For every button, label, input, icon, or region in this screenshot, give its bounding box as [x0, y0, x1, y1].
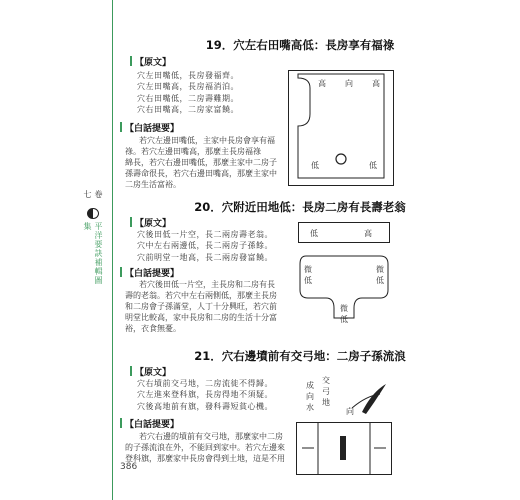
- para-line: 若穴後田低一片空，主長房和二房有長: [139, 280, 275, 289]
- label-low: 低: [310, 229, 318, 238]
- label-crossbow-land: 地: [322, 398, 330, 407]
- label-direction-water: 向: [306, 392, 314, 401]
- side-tab: [83, 190, 103, 290]
- label-crossbow-land: 弓: [322, 387, 330, 396]
- label-high: 高: [372, 79, 380, 88]
- poem-line: 穴左田嘴低，長房發福齊。: [137, 71, 239, 80]
- label-slightly-low: 低: [304, 276, 312, 285]
- vernacular-text: [125, 431, 305, 464]
- section-heading: 21．穴右邊墳前有交弓地：二房子孫流浪: [194, 349, 406, 363]
- label-low: 低: [311, 161, 319, 170]
- para-line: 壽的老翁。若穴中左右兩側低，那麼主長房: [125, 291, 277, 300]
- poem-line: 穴後高地前有旗，發科壽短貧心機。: [137, 401, 273, 411]
- para-line: 綿長，若穴右邊田嘴低，那麼主家中二房子: [125, 158, 277, 167]
- label-facing: 向: [345, 79, 353, 88]
- page-number: 386: [120, 462, 138, 472]
- label-direction-water: 成: [306, 381, 314, 390]
- label-slightly-low: 微: [304, 265, 312, 274]
- vernacular-label: 【白話提要】: [125, 417, 179, 430]
- diagram-crossbow-land: [296, 370, 392, 476]
- poem-line: 穴右墳前交弓地，二房流徙不得歸。: [137, 379, 273, 388]
- chapter-title: 平洋要訣補輯圖集: [83, 222, 103, 286]
- original-label: 【原文】: [135, 55, 171, 68]
- label-slightly-low: 微: [376, 265, 384, 274]
- section-heading: 19．穴左右田嘴高低：長房享有福祿: [205, 38, 395, 52]
- poem-line: 穴右田嘴高，二房家富饒。: [137, 105, 239, 115]
- poem-line: 穴右田嘴低，二房壽難期。: [137, 93, 239, 103]
- label-facing: 向: [346, 407, 354, 416]
- original-label: 【原文】: [135, 365, 171, 378]
- vernacular-label: 【白話提要】: [125, 121, 179, 134]
- para-line: 的子孫流浪在外，不能回到家中。若穴左邊來: [125, 443, 285, 452]
- para-line: 二房生活富裕。: [125, 180, 181, 189]
- label-direction-water: 水: [306, 403, 314, 412]
- para-line: 和二房會子孫滿堂，人丁十分興旺，若穴前: [125, 302, 277, 311]
- label-crossbow-land: 交: [322, 376, 330, 385]
- yin-yang-icon: [87, 208, 99, 219]
- poem-line: 穴左進來登科旗，長房得地不須疑。: [137, 390, 273, 400]
- section-heading: 20．穴附近田地低：長房二房有長壽老翁: [194, 200, 406, 214]
- para-line: 明堂比較高，家中長房和二房的生活十分富: [125, 313, 277, 322]
- para-line: 登科旗，那麼家中長房會得到土地，這是不用: [125, 454, 285, 463]
- original-text: [137, 229, 273, 263]
- label-high: 高: [364, 229, 372, 238]
- label-slightly-low: 低: [376, 276, 384, 285]
- label-slightly-low: 低: [340, 315, 348, 324]
- label-high: 高: [318, 79, 326, 88]
- original-label: 【原文】: [135, 216, 171, 229]
- para-line: 裕，衣食無憂。: [125, 324, 181, 333]
- diagram-field-grave: [288, 70, 394, 186]
- diagram-low-field: [298, 222, 390, 332]
- vernacular-text: [125, 135, 295, 190]
- vernacular-label: 【白話提要】: [125, 266, 179, 279]
- original-text: [137, 70, 239, 116]
- poem-line: 穴左田嘴高，長房福消泊。: [137, 82, 239, 92]
- poem-line: 穴後田低一片空，長二兩房壽老翁。: [137, 230, 273, 239]
- chapter-label: 卷七: [83, 190, 103, 198]
- original-text: [137, 378, 273, 412]
- para-line: 孫壽命很長，若穴右邊田嘴高，那麼主家中: [125, 169, 277, 178]
- label-low: 低: [369, 161, 377, 170]
- poem-line: 穴前明堂一地高，長二兩房發富饒。: [137, 252, 273, 262]
- label-slightly-low: 微: [340, 304, 348, 313]
- margin-rule: [112, 0, 113, 500]
- vernacular-text: [125, 279, 295, 334]
- para-line: 若穴右邊的墳前有交弓地，那麼家中二房: [139, 432, 283, 441]
- poem-line: 穴中左右兩邊低，長二兩房子孫餘。: [137, 241, 273, 251]
- para-line: 若穴左邊田嘴低，主家中長房會享有福: [139, 136, 275, 145]
- para-line: 祿。若穴左邊田嘴高，那麼主長房福祿: [125, 147, 261, 156]
